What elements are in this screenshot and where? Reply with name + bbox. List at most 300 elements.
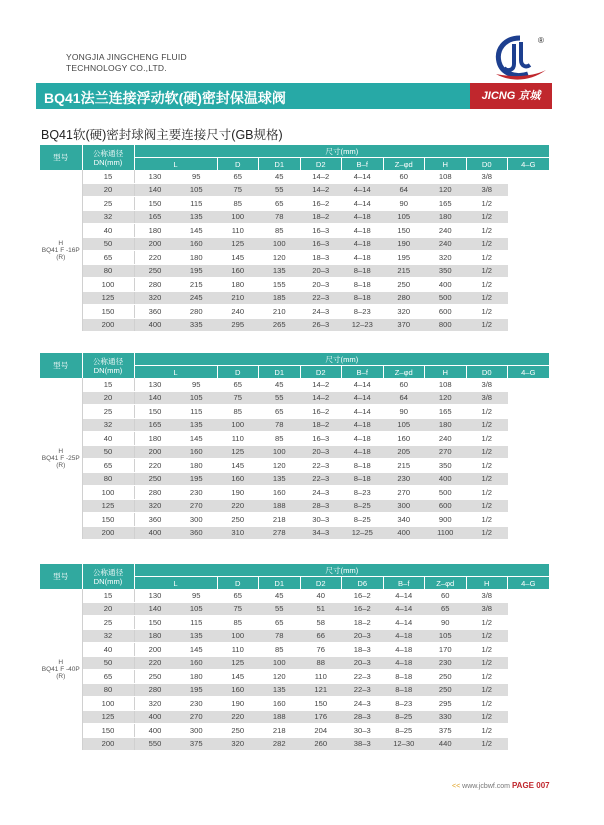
data-cell: 3/8 [466, 183, 508, 197]
dn-header [82, 564, 134, 589]
column-header: B–f [342, 366, 384, 379]
dn-cell: 65 [82, 251, 134, 265]
data-cell: 160 [176, 237, 218, 251]
unit-header: 尺寸(mm) [134, 145, 549, 158]
data-cell: 75 [217, 183, 259, 197]
dimension-table-16p [40, 145, 549, 332]
data-cell: 1/2 [466, 670, 508, 684]
data-cell: 180 [425, 210, 467, 224]
data-cell: 300 [383, 499, 425, 513]
data-cell: 120 [425, 183, 467, 197]
company-name [66, 52, 187, 74]
column-header: D2 [300, 366, 342, 379]
dn-cell: 20 [82, 183, 134, 197]
dn-cell: 25 [82, 197, 134, 211]
data-cell: 1/2 [466, 486, 508, 500]
dn-cell: 200 [82, 526, 134, 540]
data-cell: 26–3 [300, 318, 342, 332]
data-cell: 245 [176, 291, 218, 305]
table-row [40, 251, 549, 265]
data-cell: 218 [259, 513, 301, 527]
data-cell: 350 [425, 459, 467, 473]
data-cell: 75 [217, 602, 259, 616]
column-header: H [466, 577, 508, 590]
data-cell: 250 [425, 683, 467, 697]
data-cell: 220 [217, 499, 259, 513]
dn-header-line1: 公称通径 [92, 356, 124, 366]
column-header: D [217, 158, 259, 171]
data-cell: 140 [134, 602, 176, 616]
data-cell: 295 [217, 318, 259, 332]
data-cell: 190 [217, 486, 259, 500]
dn-header-line2: DN(mm) [93, 576, 123, 586]
dn-cell: 40 [82, 432, 134, 446]
data-cell: 250 [134, 264, 176, 278]
column-header: D6 [342, 577, 384, 590]
data-cell: 185 [259, 291, 301, 305]
data-cell: 8–18 [383, 670, 425, 684]
data-cell: 16–3 [300, 224, 342, 238]
data-cell: 125 [217, 445, 259, 459]
column-header: L [134, 158, 217, 171]
registered-mark: ® [538, 36, 544, 45]
data-cell: 120 [259, 459, 301, 473]
data-cell: 115 [176, 405, 218, 419]
dn-header-line2: DN(mm) [93, 365, 123, 375]
data-cell: 160 [383, 432, 425, 446]
table-row [40, 737, 549, 751]
data-cell: 160 [259, 486, 301, 500]
data-cell: 360 [176, 526, 218, 540]
model-r: (R) [56, 462, 66, 469]
data-cell: 320 [134, 697, 176, 711]
table-row [40, 697, 549, 711]
title-banner [36, 83, 552, 109]
dn-header-line1: 公称通径 [92, 148, 124, 158]
data-cell: 320 [134, 291, 176, 305]
data-cell: 1/2 [466, 499, 508, 513]
dn-cell: 32 [82, 210, 134, 224]
data-cell: 600 [425, 499, 467, 513]
data-cell: 400 [425, 278, 467, 292]
data-cell: 8–18 [342, 472, 384, 486]
data-cell: 125 [217, 656, 259, 670]
data-cell: 120 [259, 670, 301, 684]
data-cell: 360 [134, 305, 176, 319]
data-cell: 8–25 [342, 513, 384, 527]
data-cell: 160 [217, 472, 259, 486]
data-cell: 1/2 [466, 445, 508, 459]
data-cell: 4–18 [342, 445, 384, 459]
dn-cell: 15 [82, 170, 134, 183]
table-row [40, 513, 549, 527]
data-cell: 375 [425, 724, 467, 738]
data-cell: 150 [300, 697, 342, 711]
data-cell: 210 [217, 291, 259, 305]
data-cell: 66 [300, 629, 342, 643]
table-row [40, 264, 549, 278]
data-cell: 180 [176, 251, 218, 265]
data-cell: 3/8 [466, 391, 508, 405]
data-cell: 230 [176, 697, 218, 711]
data-cell: 135 [176, 418, 218, 432]
data-cell: 20–3 [300, 264, 342, 278]
dn-cell: 15 [82, 378, 134, 391]
table-row [40, 197, 549, 211]
data-cell: 160 [259, 697, 301, 711]
data-cell: 300 [176, 513, 218, 527]
column-header: H [425, 366, 467, 379]
dn-cell: 50 [82, 656, 134, 670]
dn-cell: 65 [82, 459, 134, 473]
data-cell: 180 [134, 432, 176, 446]
data-cell: 220 [217, 710, 259, 724]
data-cell: 190 [217, 697, 259, 711]
table-row [40, 459, 549, 473]
data-cell: 1/2 [466, 210, 508, 224]
company-name-line2: TECHNOLOGY CO.,LTD. [66, 63, 167, 73]
data-cell: 85 [259, 432, 301, 446]
data-cell: 12–30 [383, 737, 425, 751]
data-cell: 105 [425, 629, 467, 643]
data-cell: 800 [425, 318, 467, 332]
table-row [40, 643, 549, 657]
dn-cell: 100 [82, 697, 134, 711]
data-cell: 60 [383, 170, 425, 183]
data-cell: 500 [425, 291, 467, 305]
data-cell: 64 [383, 391, 425, 405]
data-cell: 18–2 [342, 616, 384, 630]
table-row [40, 210, 549, 224]
data-cell: 120 [259, 251, 301, 265]
data-cell: 1/2 [466, 264, 508, 278]
data-cell: 250 [134, 472, 176, 486]
data-cell: 375 [176, 737, 218, 751]
dn-cell: 150 [82, 305, 134, 319]
dn-cell: 65 [82, 670, 134, 684]
data-cell: 210 [259, 305, 301, 319]
table-row [40, 391, 549, 405]
data-cell: 218 [259, 724, 301, 738]
data-cell: 90 [383, 405, 425, 419]
model-cell [40, 170, 82, 332]
column-header: D0 [466, 366, 508, 379]
dimension-table [40, 564, 550, 751]
table-row [40, 589, 549, 602]
page-number: PAGE 007 [511, 781, 550, 790]
data-cell: 4–14 [383, 602, 425, 616]
data-cell: 200 [134, 643, 176, 657]
dn-cell: 125 [82, 710, 134, 724]
dn-header-line1: 公称通径 [92, 567, 124, 577]
dn-cell: 20 [82, 391, 134, 405]
data-cell: 75 [217, 391, 259, 405]
data-cell: 85 [259, 224, 301, 238]
dn-cell: 125 [82, 291, 134, 305]
dn-header [82, 145, 134, 170]
data-cell: 90 [383, 197, 425, 211]
data-cell: 65 [259, 616, 301, 630]
data-cell: 270 [176, 710, 218, 724]
column-header: H [425, 158, 467, 171]
data-cell: 1/2 [466, 418, 508, 432]
data-cell: 500 [425, 486, 467, 500]
table-row [40, 378, 549, 391]
model-code: BQ41 F -25P [41, 455, 80, 462]
data-cell: 140 [134, 391, 176, 405]
unit-header: 尺寸(mm) [134, 353, 549, 366]
data-cell: 350 [425, 264, 467, 278]
data-cell: 8–25 [342, 499, 384, 513]
data-cell: 1/2 [466, 291, 508, 305]
column-header: 4–G [508, 366, 550, 379]
data-cell: 78 [259, 629, 301, 643]
table-row [40, 683, 549, 697]
dn-cell: 200 [82, 318, 134, 332]
data-cell: 400 [134, 724, 176, 738]
data-cell: 4–14 [342, 391, 384, 405]
table-row [40, 405, 549, 419]
data-cell: 120 [425, 391, 467, 405]
table-row [40, 499, 549, 513]
data-cell: 280 [383, 291, 425, 305]
data-cell: 115 [176, 616, 218, 630]
dn-cell: 40 [82, 224, 134, 238]
data-cell: 330 [425, 710, 467, 724]
data-cell: 105 [176, 183, 218, 197]
column-header: L [134, 577, 217, 590]
data-cell: 45 [259, 170, 301, 183]
data-cell: 170 [425, 643, 467, 657]
data-cell: 55 [259, 602, 301, 616]
data-cell: 165 [134, 418, 176, 432]
data-cell: 55 [259, 391, 301, 405]
table-row [40, 670, 549, 684]
data-cell: 45 [259, 589, 301, 602]
data-cell: 65 [217, 170, 259, 183]
table-row [40, 170, 549, 183]
data-cell: 282 [259, 737, 301, 751]
table-row [40, 305, 549, 319]
data-cell: 360 [134, 513, 176, 527]
data-cell: 240 [425, 237, 467, 251]
data-cell: 1/2 [466, 305, 508, 319]
data-cell: 34–3 [300, 526, 342, 540]
data-cell: 280 [176, 305, 218, 319]
data-cell: 130 [134, 378, 176, 391]
data-cell: 150 [134, 197, 176, 211]
data-cell: 24–3 [300, 305, 342, 319]
model-header: 型号 [40, 145, 82, 170]
data-cell: 310 [217, 526, 259, 540]
data-cell: 22–3 [300, 472, 342, 486]
data-cell: 250 [134, 670, 176, 684]
model-h: H [58, 659, 64, 666]
data-cell: 1/2 [466, 683, 508, 697]
data-cell: 20–3 [300, 278, 342, 292]
model-h: H [58, 448, 64, 455]
dn-cell: 80 [82, 472, 134, 486]
data-cell: 265 [259, 318, 301, 332]
data-cell: 55 [259, 183, 301, 197]
data-cell: 1/2 [466, 432, 508, 446]
data-cell: 20–3 [342, 629, 384, 643]
data-cell: 65 [425, 602, 467, 616]
data-cell: 176 [300, 710, 342, 724]
column-header: 4–G [508, 577, 550, 590]
column-header: 4–G [508, 158, 550, 171]
model-cell [40, 378, 82, 540]
data-cell: 165 [425, 405, 467, 419]
data-cell: 4–14 [342, 183, 384, 197]
data-cell: 320 [383, 305, 425, 319]
data-cell: 180 [134, 224, 176, 238]
dn-cell: 25 [82, 616, 134, 630]
data-cell: 145 [217, 670, 259, 684]
column-header: L [134, 366, 217, 379]
column-header: D1 [259, 366, 301, 379]
data-cell: 100 [259, 237, 301, 251]
data-cell: 4–18 [383, 629, 425, 643]
data-cell: 1/2 [466, 724, 508, 738]
data-cell: 4–18 [342, 224, 384, 238]
data-cell: 22–3 [342, 670, 384, 684]
data-cell: 60 [425, 589, 467, 602]
data-cell: 195 [383, 251, 425, 265]
data-cell: 8–18 [383, 683, 425, 697]
column-header: Z–φd [425, 577, 467, 590]
column-header: B–f [383, 577, 425, 590]
data-cell: 200 [134, 445, 176, 459]
data-cell: 1/2 [466, 513, 508, 527]
data-cell: 30–3 [342, 724, 384, 738]
data-cell: 180 [217, 278, 259, 292]
dn-cell: 200 [82, 737, 134, 751]
data-cell: 95 [176, 589, 218, 602]
data-cell: 150 [134, 405, 176, 419]
data-cell: 260 [300, 737, 342, 751]
data-cell: 1/2 [466, 656, 508, 670]
data-cell: 8–23 [342, 305, 384, 319]
data-cell: 1/2 [466, 224, 508, 238]
data-cell: 1/2 [466, 405, 508, 419]
data-cell: 1100 [425, 526, 467, 540]
data-cell: 100 [259, 445, 301, 459]
data-cell: 65 [217, 589, 259, 602]
data-cell: 110 [217, 224, 259, 238]
data-cell: 1/2 [466, 459, 508, 473]
data-cell: 88 [300, 656, 342, 670]
footer-url[interactable]: www.jcbwf.com [462, 783, 510, 790]
data-cell: 51 [300, 602, 342, 616]
model-h: H [58, 240, 64, 247]
data-cell: 250 [217, 724, 259, 738]
data-cell: 400 [134, 318, 176, 332]
dn-cell: 40 [82, 643, 134, 657]
data-cell: 65 [217, 378, 259, 391]
data-cell: 8–25 [383, 724, 425, 738]
data-cell: 1/2 [466, 710, 508, 724]
data-cell: 3/8 [466, 170, 508, 183]
section-subtitle: BQ41软(硬)密封球阀主要连接尺寸(GB规格) [41, 128, 283, 142]
model-code: BQ41 F -40P [41, 666, 80, 673]
data-cell: 280 [134, 486, 176, 500]
data-cell: 145 [176, 643, 218, 657]
data-cell: 220 [134, 251, 176, 265]
data-cell: 160 [217, 264, 259, 278]
data-cell: 1/2 [466, 697, 508, 711]
column-header: D0 [466, 158, 508, 171]
column-header: D [217, 577, 259, 590]
data-cell: 4–18 [383, 656, 425, 670]
data-cell: 8–18 [342, 291, 384, 305]
data-cell: 4–18 [342, 237, 384, 251]
data-cell: 200 [134, 237, 176, 251]
data-cell: 95 [176, 378, 218, 391]
data-cell: 230 [425, 656, 467, 670]
data-cell: 180 [134, 629, 176, 643]
data-cell: 130 [134, 170, 176, 183]
data-cell: 85 [217, 616, 259, 630]
data-cell: 14–2 [300, 170, 342, 183]
data-cell: 4–14 [342, 197, 384, 211]
data-cell: 1/2 [466, 472, 508, 486]
table-row [40, 291, 549, 305]
table-row [40, 602, 549, 616]
table-row [40, 656, 549, 670]
data-cell: 270 [176, 499, 218, 513]
data-cell: 60 [383, 378, 425, 391]
data-cell: 16–2 [342, 602, 384, 616]
data-cell: 30–3 [300, 513, 342, 527]
data-cell: 440 [425, 737, 467, 751]
data-cell: 188 [259, 499, 301, 513]
data-cell: 335 [176, 318, 218, 332]
data-cell: 95 [176, 170, 218, 183]
data-cell: 240 [425, 224, 467, 238]
data-cell: 280 [134, 278, 176, 292]
data-cell: 180 [176, 670, 218, 684]
dn-cell: 100 [82, 278, 134, 292]
data-cell: 8–25 [383, 710, 425, 724]
data-cell: 320 [425, 251, 467, 265]
table-row [40, 432, 549, 446]
data-cell: 400 [134, 526, 176, 540]
model-header: 型号 [40, 564, 82, 589]
data-cell: 135 [259, 683, 301, 697]
dn-header [82, 353, 134, 378]
data-cell: 215 [176, 278, 218, 292]
table-row [40, 224, 549, 238]
data-cell: 135 [259, 472, 301, 486]
dn-header-line2: DN(mm) [93, 157, 123, 167]
data-cell: 8–23 [342, 486, 384, 500]
column-header: D1 [259, 577, 301, 590]
data-cell: 270 [425, 445, 467, 459]
column-header: D1 [259, 158, 301, 171]
data-cell: 108 [425, 170, 467, 183]
data-cell: 78 [259, 210, 301, 224]
data-cell: 16–3 [300, 432, 342, 446]
data-cell: 400 [134, 710, 176, 724]
data-cell: 150 [134, 616, 176, 630]
data-cell: 250 [217, 513, 259, 527]
table-row [40, 629, 549, 643]
data-cell: 1/2 [466, 251, 508, 265]
data-cell: 22–3 [300, 459, 342, 473]
column-header: D2 [300, 577, 342, 590]
data-cell: 20–3 [300, 445, 342, 459]
